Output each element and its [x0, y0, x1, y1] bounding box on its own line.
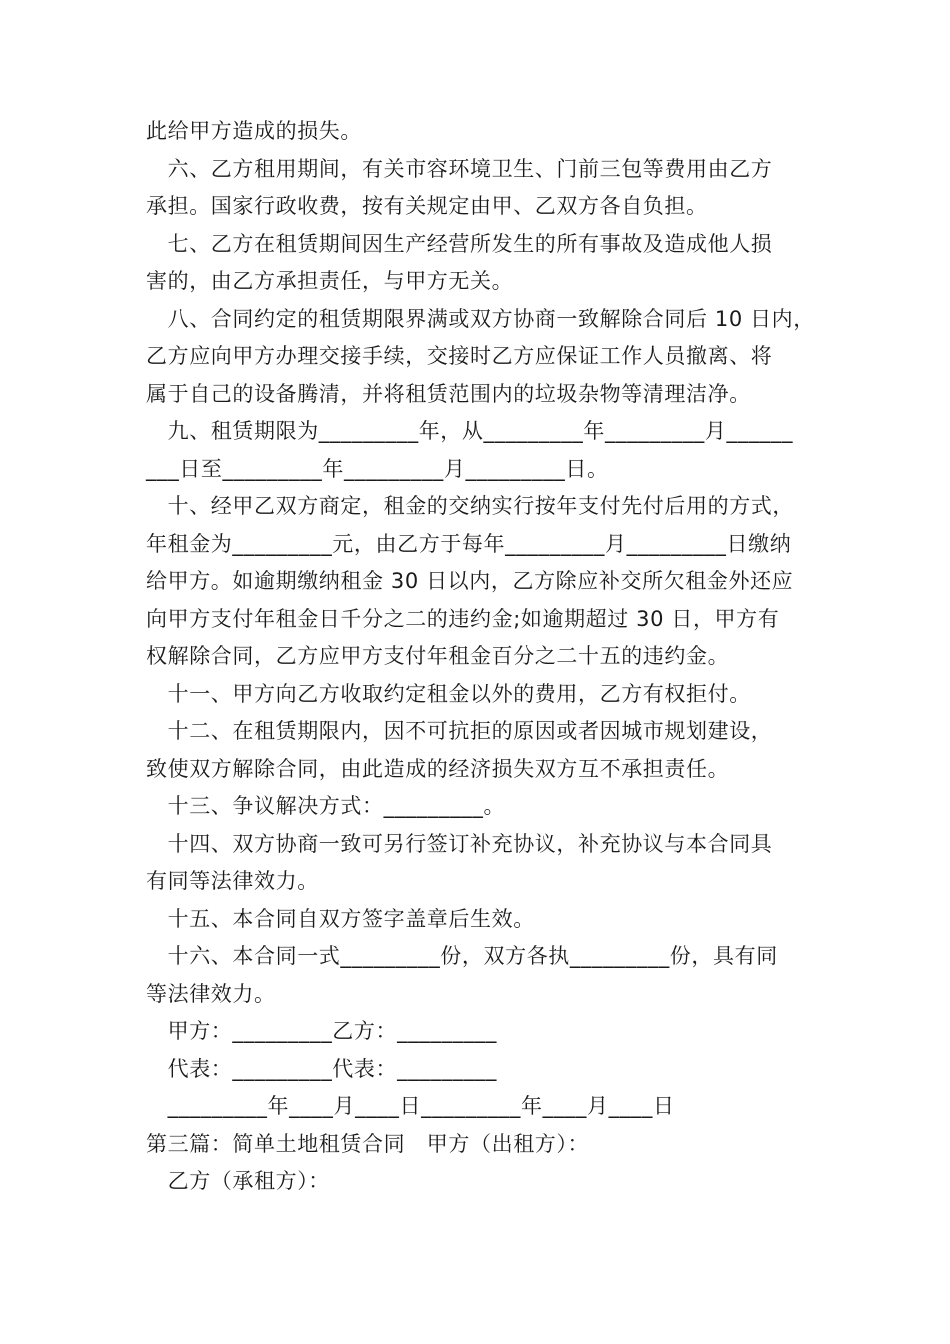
contract-text-body [146, 113, 816, 1201]
text-line: 十二、在租赁期限内，因不可抗拒的原因或者因城市规划建设， [146, 719, 773, 743]
text-line: 害的，由乙方承担责任，与甲方无关。 [146, 269, 514, 293]
text-line: 乙方应向甲方办理交接手续，交接时乙方应保证工作人员撤离、将 [146, 344, 773, 368]
text-line: 十六、本合同一式_________份，双方各执_________份，具有同 [146, 944, 778, 968]
text-line: 等法律效力。 [146, 981, 276, 1006]
text-line: 十一、甲方向乙方收取约定租金以外的费用，乙方有权拒付。 [146, 681, 751, 706]
signature-line-party: 甲方：_________乙方：_________ [146, 1019, 497, 1043]
text-line: 致使双方解除合同，由此造成的经济损失双方互不承担责任。 [146, 756, 730, 781]
text-line: 十五、本合同自双方签字盖章后生效。 [146, 906, 535, 931]
text-line: 有同等法律效力。 [146, 869, 319, 893]
text-line: 七、乙方在租赁期间因生产经营所发生的所有事故及造成他人损 [146, 231, 773, 256]
text-line: 向甲方支付年租金日千分之二的违约金;如逾期超过 30 日，甲方有 [146, 606, 780, 631]
text-line: ___日至_________年_________月_________日。 [146, 456, 609, 481]
text-line: 十、经甲乙双方商定，租金的交纳实行按年支付先付后用的方式， [146, 494, 794, 518]
text-line: 权解除合同，乙方应甲方支付年租金百分之二十五的违约金。 [146, 644, 730, 668]
section-heading: 第三篇：简单土地租赁合同 甲方（出租方）： [146, 1131, 590, 1156]
signature-line-representative: 代表：_________代表：_________ [146, 1056, 497, 1081]
text-line: 八、合同约定的租赁期限界满或双方协商一致解除合同后 10 日内， [146, 306, 815, 331]
text-line: 十三、争议解决方式：_________。 [146, 794, 506, 818]
signature-line-date: _________年____月____日_________年____月____日 [146, 1094, 675, 1118]
text-line: 九、租赁期限为_________年，从_________年_________月______ [146, 419, 794, 443]
text-line: 此给甲方造成的损失。 [146, 119, 362, 143]
text-line: 属于自己的设备腾清，并将租赁范围内的垃圾杂物等清理洁净。 [146, 381, 751, 406]
text-line: 乙方（承租方）： [146, 1169, 330, 1193]
text-line: 给甲方。如逾期缴纳租金 30 日以内，乙方除应补交所欠租金外还应 [146, 569, 794, 593]
text-line: 承担。国家行政收费，按有关规定由甲、乙双方各自负担。 [146, 194, 708, 218]
text-line: 年租金为_________元，由乙方于每年_________月_________日缴纳 [146, 531, 792, 556]
text-line: 六、乙方租用期间，有关市容环境卫生、门前三包等费用由乙方 [146, 156, 773, 181]
text-line: 十四、双方协商一致可另行签订补充协议，补充协议与本合同具 [146, 831, 773, 856]
